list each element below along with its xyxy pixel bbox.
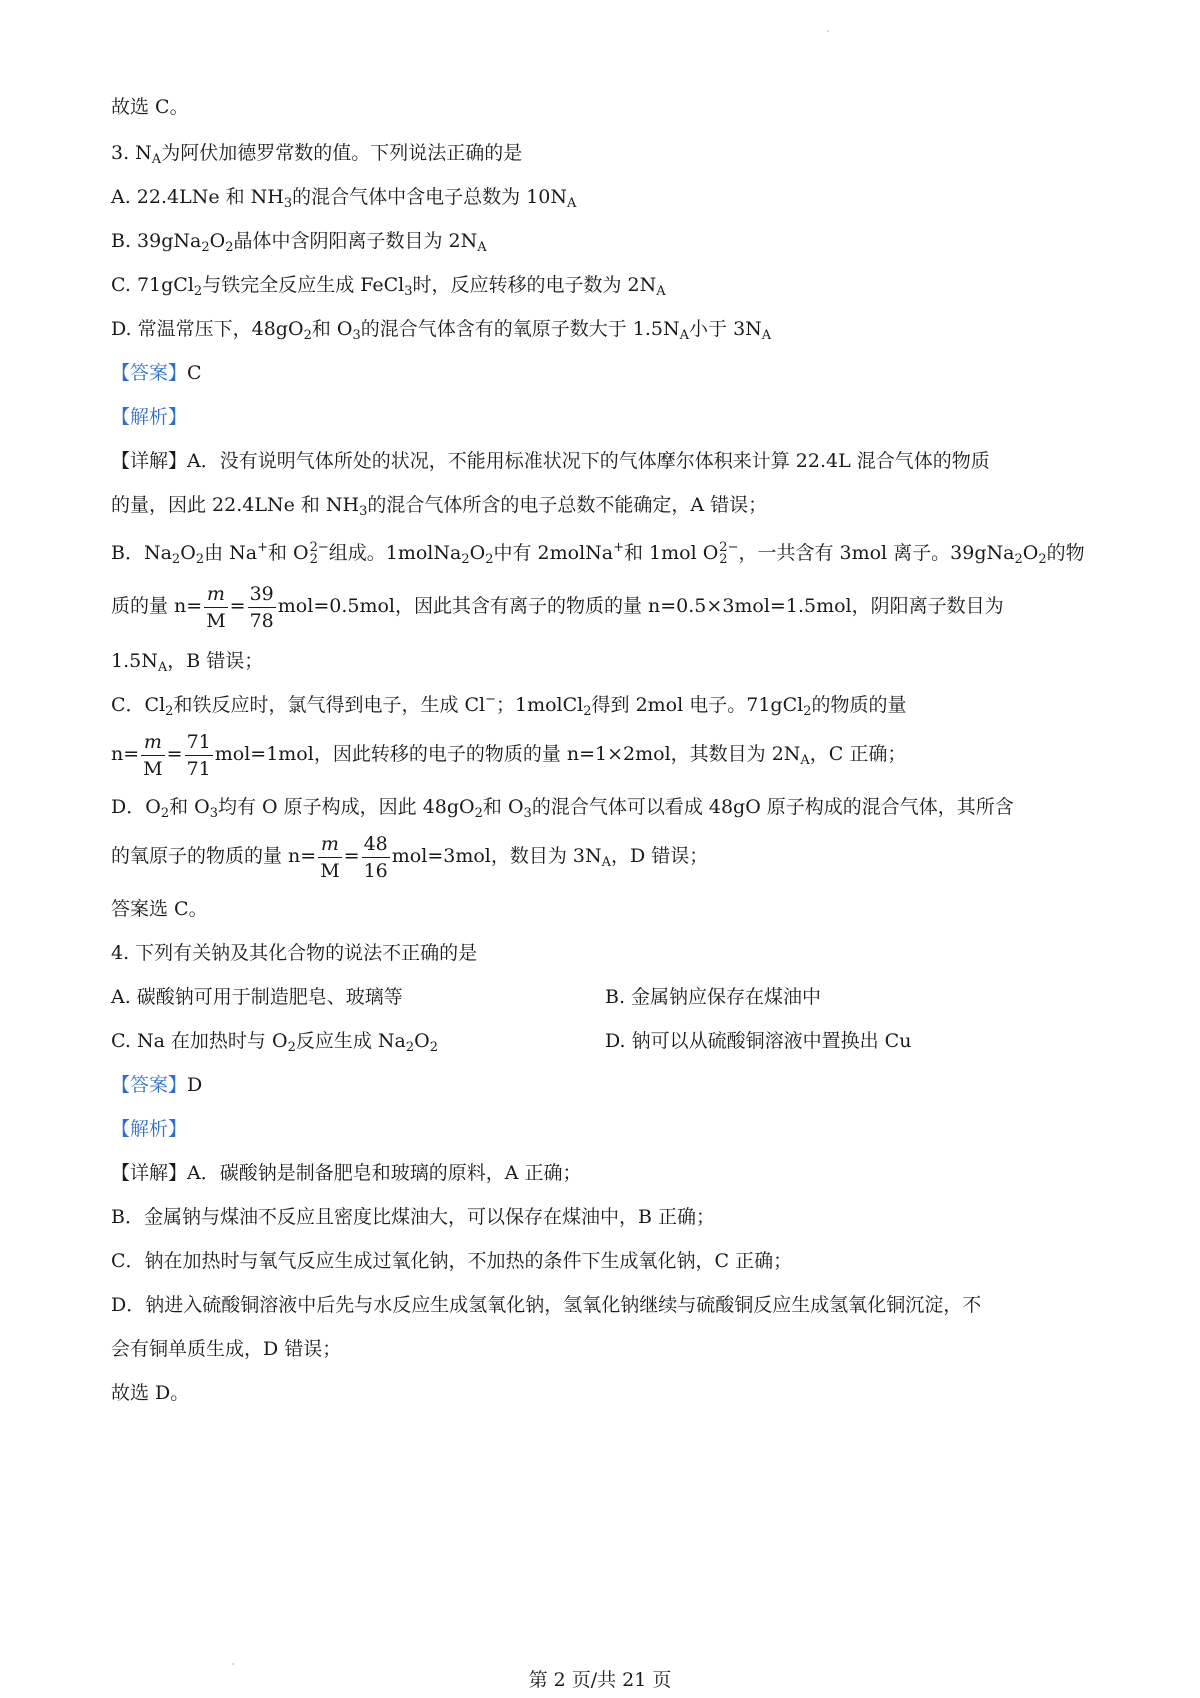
question-4-explain-d1: D．钠进入硫酸铜溶液中后先与水反应生成氢氧化钠，氢氧化钠继续与硫酸铜反应生成氢氧化铜沉淀，不 [111, 1294, 982, 1316]
question-4-conclusion: 故选 D。 [111, 1382, 190, 1404]
question-4-option-d: D. 钠可以从硫酸铜溶液中置换出 Cu [605, 1030, 912, 1052]
question-4-option-a: A. 碳酸钠可用于制造肥皂、玻璃等 [111, 986, 403, 1008]
question-3-explain-a1: 【详解】A．没有说明气体所处的状况，不能用标准状况下的气体摩尔体积来计算 22.4L 混合气体的物质 [111, 450, 990, 472]
fraction-m-over-M: $\frac{m}{M}$ [143, 730, 163, 780]
question-3-stem: 3. $N_A$为阿伏加德罗常数的值。下列说法正确的是 [111, 142, 523, 167]
fraction-m-over-M: $\frac{m}{M}$ [206, 582, 226, 632]
question-3-explain-d2: 的氧原子的物质的量 n= $\frac{m}{M}$ = $\frac{48}{16}$ mol=3mol，数目为 $3N_A$，D 错误； [111, 832, 709, 882]
question-3-explain-a2: 的量，因此 22.4LNe 和 $NH_3$的混合气体所含的电子总数不能确定，A 错误； [111, 494, 768, 519]
question-4-option-b: B. 金属钠应保存在煤油中 [605, 986, 822, 1008]
question-4-option-c: C. Na 在加热时与 $O_2$反应生成 $Na_2O_2$ [111, 1030, 438, 1055]
question-3-answer: 【答案】C [111, 362, 202, 384]
question-4-explain-d2: 会有铜单质生成，D 错误； [111, 1338, 342, 1360]
question-3-explain-b2: 质的量 n= $\frac{m}{M}$ = $\frac{39}{78}$ mol=0.5mol，因此其含有离子的物质的量 n=0.5×3mol=1.5mol，阴阳离子数目为 [111, 582, 1004, 632]
question-4-analysis-label: 【解析】 [111, 1118, 188, 1140]
fraction-m-over-M: $\frac{m}{M}$ [320, 832, 340, 882]
fraction-71-over-71: $\frac{71}{71}$ [186, 730, 211, 780]
question-3-explain-b3: $1.5N_A$，B 错误； [111, 650, 264, 675]
question-4-stem: 4. 下列有关钠及其化合物的说法不正确的是 [111, 942, 478, 964]
question-4-explain-a: 【详解】A．碳酸钠是制备肥皂和玻璃的原料，A 正确； [111, 1162, 582, 1184]
question-3-conclusion: 答案选 C。 [111, 898, 208, 920]
fraction-39-over-78: $\frac{39}{78}$ [249, 582, 274, 632]
question-3-option-b: B. $39gNa_2O_2$晶体中含阴阳离子数目为 $2N_A$ [111, 230, 487, 255]
conclusion-prev: 故选 C。 [111, 96, 189, 118]
question-3-option-d: D. 常温常压下，$48gO_2$和 $O_3$的混合气体含有的氧原子数大于 $1.5N_A$小于 $3N_A$ [111, 318, 772, 343]
question-3-explain-c1: C．$Cl_2$和铁反应时，氯气得到电子，生成 Cl−；1molCl$_2$得到 2mol 电子。71gCl$_2$的物质的量 [111, 692, 907, 719]
question-3-option-a: A. 22.4LNe 和 $NH_3$的混合气体中含电子总数为 $10N_A$ [111, 186, 577, 211]
question-3-explain-d1: D．$O_2$和 $O_3$均有 O 原子构成，因此 $48gO_2$和 $O_3$的混合气体可以看成 48gO 原子构成的混合气体，其所含 [111, 796, 1014, 821]
scan-speck [232, 1663, 234, 1665]
question-4-explain-c: C．钠在加热时与氧气反应生成过氧化钠，不加热的条件下生成氧化钠，C 正确； [111, 1250, 793, 1272]
answer-label: 【答案】 [111, 362, 188, 384]
question-4-answer: 【答案】D [111, 1074, 203, 1096]
page-footer: 第 2 页/共 21 页 [528, 1669, 672, 1691]
question-3-option-c: C. 71gCl$_2$与铁完全反应生成 FeCl$_3$时，反应转移的电子数为 $2N_A$ [111, 274, 666, 299]
question-3-explain-b1: B．$Na_2O_2$由 Na+和 O 2− 2 组成。$1molNa_2O_2$中有 2molNa+和 1mol O 2− 2 ，一共含有 3mol 离子。$39gNa_2O_2$的物 [111, 540, 1085, 567]
question-4-explain-b: B．金属钠与煤油不反应且密度比煤油大，可以保存在煤油中，B 正确； [111, 1206, 715, 1228]
scan-speck [827, 30, 829, 32]
fraction-48-over-16: $\frac{48}{16}$ [363, 832, 388, 882]
question-3-analysis-label: 【解析】 [111, 406, 188, 428]
question-3-explain-c2: n= $\frac{m}{M}$ = $\frac{71}{71}$ mol=1mol，因此转移的电子的物质的量 n=1×2mol，其数目为 $2N_A$，C 正确； [111, 730, 907, 780]
